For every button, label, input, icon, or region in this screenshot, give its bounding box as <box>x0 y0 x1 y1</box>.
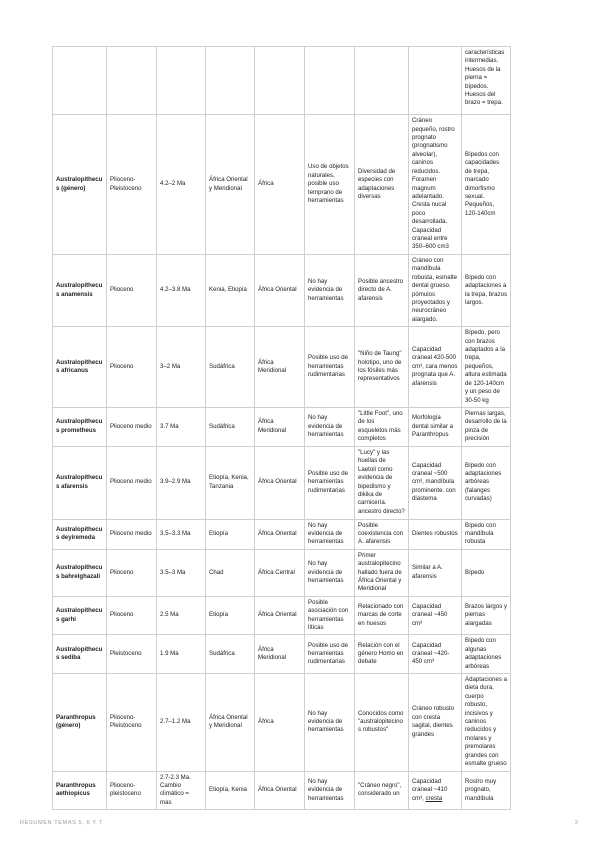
region-cell: África Meridional <box>255 407 305 446</box>
region-cell: África Central <box>255 549 305 596</box>
region-cell: África Oriental <box>255 771 305 810</box>
table-cell <box>53 47 107 115</box>
skull-underlined-text: cresta <box>425 794 443 802</box>
location-cell: Etiopía <box>206 519 255 549</box>
species-cell: Australopithecus anamensis <box>53 255 107 327</box>
tools-cell: No hay evidencia de herramientas <box>305 519 355 549</box>
locomotion-cell: Bípedo <box>462 549 511 596</box>
skull-cell: Capacidad craneal 420-500 cm³, cara menos prognata que A. afarensis <box>409 327 462 408</box>
locomotion-cell: características intermedias. Huesos de la pierna = bípedos. Huesos del brazo = trepa. <box>462 47 511 115</box>
age-cell: 1.9 Ma <box>157 635 206 674</box>
species-cell: Australopithecus africanus <box>53 327 107 408</box>
table-cell <box>157 47 206 115</box>
table-cell <box>107 47 157 115</box>
species-cell: Paranthropus (género) <box>53 674 107 771</box>
period-cell: Plioceno <box>107 549 157 596</box>
period-cell: Plioceno <box>107 327 157 408</box>
skull-cell: Morfología dental similar a Paranthropus <box>409 407 462 446</box>
period-cell: Plioceno-Pleistoceno <box>107 115 157 255</box>
skull-cell: Dientes robustos <box>409 519 462 549</box>
tools-cell: No hay evidencia de herramientas <box>305 549 355 596</box>
period-cell: Plioceno medio <box>107 519 157 549</box>
age-cell: 3.5–3.3 Ma <box>157 519 206 549</box>
locomotion-cell: Brazos largos y piernas alargadas <box>462 596 511 635</box>
notes-cell: "Lucy" y las huellas de Laetoli como evidencia de bipedismo y dikika de carnicería. ancestro directo? <box>355 446 409 519</box>
page-number: 2 <box>574 820 578 826</box>
notes-cell: Diversidad de especies con adaptaciones diversas <box>355 115 409 255</box>
species-cell: Australopithecus bahrelghazali <box>53 549 107 596</box>
locomotion-cell: Bípedo con adaptaciones a la trepa, brazos largos. <box>462 255 511 327</box>
region-cell: África Oriental <box>255 446 305 519</box>
period-cell: Pleistoceno <box>107 635 157 674</box>
location-cell: Etiopía <box>206 596 255 635</box>
locomotion-cell: Bípedos con capacidades de trepa, marcado dimorfismo sexual. Pequeños, 120-140cm <box>462 115 511 255</box>
notes-cell: "Little Foot", uno de los esqueletos más completos <box>355 407 409 446</box>
table-row-continuation <box>53 47 511 115</box>
notes-cell: Primer australopitecino hallado fuera de África Oriental y Meridional <box>355 549 409 596</box>
period-cell: Plioceno medio <box>107 446 157 519</box>
table-cell <box>206 47 255 115</box>
region-cell: África Meridional <box>255 327 305 408</box>
table-row <box>53 115 511 255</box>
age-cell: 2.5 Ma <box>157 596 206 635</box>
location-cell: Sudáfrica <box>206 635 255 674</box>
skull-cell: Cráneo con mandíbula robusta, esmalte dental grueso. pómulos proyectados y neurocráneo alargado. <box>409 255 462 327</box>
table-row <box>53 674 511 771</box>
skull-text: Capacidad craneal ~410 cm³, <box>412 777 448 802</box>
age-cell: 3–2 Ma <box>157 327 206 408</box>
location-cell: África Oriental y Meridional <box>206 674 255 771</box>
hominin-table <box>52 46 511 810</box>
hominin-table-region <box>52 46 510 810</box>
species-cell: Australopithecus deyiremeda <box>53 519 107 549</box>
location-cell: África Oriental y Meridional <box>206 115 255 255</box>
region-cell: África Meridional <box>255 635 305 674</box>
notes-cell: Posible ancestro directo de A. afarensis <box>355 255 409 327</box>
skull-cell: Cráneo robusto con cresta sagital, dientes grandes <box>409 674 462 771</box>
species-cell: Australopithecus afarensis <box>53 446 107 519</box>
age-cell: 3.9–2.9 Ma <box>157 446 206 519</box>
species-cell: Australopithecus sediba <box>53 635 107 674</box>
period-cell: Plioceno-pleistoceno <box>107 771 157 810</box>
locomotion-cell: Rostro muy prognato, mandíbula <box>462 771 511 810</box>
period-cell: Plioceno <box>107 255 157 327</box>
location-cell: Sudáfrica <box>206 327 255 408</box>
species-cell: Paranthropus aethiopicus <box>53 771 107 810</box>
table-row <box>53 596 511 635</box>
table-cell <box>355 47 409 115</box>
period-cell: Plioceno medio <box>107 407 157 446</box>
region-cell: África <box>255 674 305 771</box>
locomotion-cell: Adaptaciones a dieta dura, cuerpo robusto, incisivos y caninos reducidos y molares y premolares grandes con esmalte grueso <box>462 674 511 771</box>
region-cell: África Oriental <box>255 519 305 549</box>
table-row <box>53 255 511 327</box>
age-cell: 4.2–2 Ma <box>157 115 206 255</box>
notes-cell: "Niño de Taung" holotipo, uno de los fósiles más representativos <box>355 327 409 408</box>
notes-cell: Relación con el género Homo en debate <box>355 635 409 674</box>
footer-title: RESUMEN TEMAS 5, 6 Y 7 <box>20 820 103 826</box>
tools-cell: No hay evidencia de herramientas <box>305 407 355 446</box>
species-cell: Australopithecus garhi <box>53 596 107 635</box>
species-cell: Australopithecus prometheus <box>53 407 107 446</box>
age-cell: 3.7 Ma <box>157 407 206 446</box>
notes-cell: "Cráneo negro", considerado un <box>355 771 409 810</box>
table-row <box>53 446 511 519</box>
locomotion-cell: Piernas largas, desarrollo de la pinza de precisión <box>462 407 511 446</box>
table-row <box>53 327 511 408</box>
location-cell: Etiopía, Kenia <box>206 771 255 810</box>
tools-cell: Posible uso de herramientas rudimentarias <box>305 327 355 408</box>
tools-cell: Uso de objetos naturales, posible uso temprano de herramientas <box>305 115 355 255</box>
tools-cell: No hay evidencia de herramientas <box>305 771 355 810</box>
skull-cell: Similar a A. afarensis <box>409 549 462 596</box>
age-cell: 3.5–3 Ma <box>157 549 206 596</box>
skull-cell <box>409 771 462 810</box>
skull-cell: Capacidad craneal ~500 cm³, mandíbula prominente. con diastema <box>409 446 462 519</box>
region-cell: África <box>255 115 305 255</box>
table-row <box>53 771 511 810</box>
age-cell: 4.2–3.8 Ma <box>157 255 206 327</box>
period-cell: Plioceno-Pleistoceno <box>107 674 157 771</box>
skull-cell: Capacidad craneal ~450 cm³ <box>409 596 462 635</box>
species-cell: Australopithecus (género) <box>53 115 107 255</box>
location-cell: Sudáfrica <box>206 407 255 446</box>
location-cell: Chad <box>206 549 255 596</box>
period-cell: Plioceno <box>107 596 157 635</box>
table-row <box>53 549 511 596</box>
notes-cell: Relacionado con marcas de corte en huesos <box>355 596 409 635</box>
notes-cell: Posible coexistencia con A. afarensis <box>355 519 409 549</box>
age-cell: 2.7–1.2 Ma <box>157 674 206 771</box>
notes-cell: Conocidos como "australopitecinos robustos" <box>355 674 409 771</box>
table-row <box>53 519 511 549</box>
skull-cell: Capacidad craneal ~420-450 cm³ <box>409 635 462 674</box>
tools-cell: Posible uso de herramientas rudimentarias <box>305 446 355 519</box>
locomotion-cell: Bípedo con algunas adaptaciones arbóreas <box>462 635 511 674</box>
region-cell: África Oriental <box>255 255 305 327</box>
locomotion-cell: Bípedo, pero con brazos adaptados a la trepa, pequeños, altura estimada de 120-140cm y un peso de 30-50 kg <box>462 327 511 408</box>
table-cell <box>409 47 462 115</box>
tools-cell: No hay evidencia de herramientas <box>305 674 355 771</box>
skull-cell: Cráneo pequeño, rostro prognato (prognatismo alveolar), caninos reducidos. Foramen magnum adelantado. Cresta nucal poco desarrollada. Capacidad craneal entre 350–600 cm3 <box>409 115 462 255</box>
location-cell: Etiopía, Kenia, Tanzania <box>206 446 255 519</box>
tools-cell: Posible asociación con herramientas líticas <box>305 596 355 635</box>
region-cell: África Oriental <box>255 596 305 635</box>
table-row <box>53 635 511 674</box>
age-cell: 2.7-2.3 Ma. Cambio climático = mas <box>157 771 206 810</box>
locomotion-cell: Bípedo con adaptaciones arbóreas (falanges curvadas) <box>462 446 511 519</box>
locomotion-cell: Bípedo con mandíbula robusta <box>462 519 511 549</box>
tools-cell: Posible uso de herramientas rudimentarias <box>305 635 355 674</box>
table-row <box>53 407 511 446</box>
table-cell <box>255 47 305 115</box>
location-cell: Kenia, Etiopía <box>206 255 255 327</box>
tools-cell: No hay evidencia de herramientas <box>305 255 355 327</box>
table-cell <box>305 47 355 115</box>
